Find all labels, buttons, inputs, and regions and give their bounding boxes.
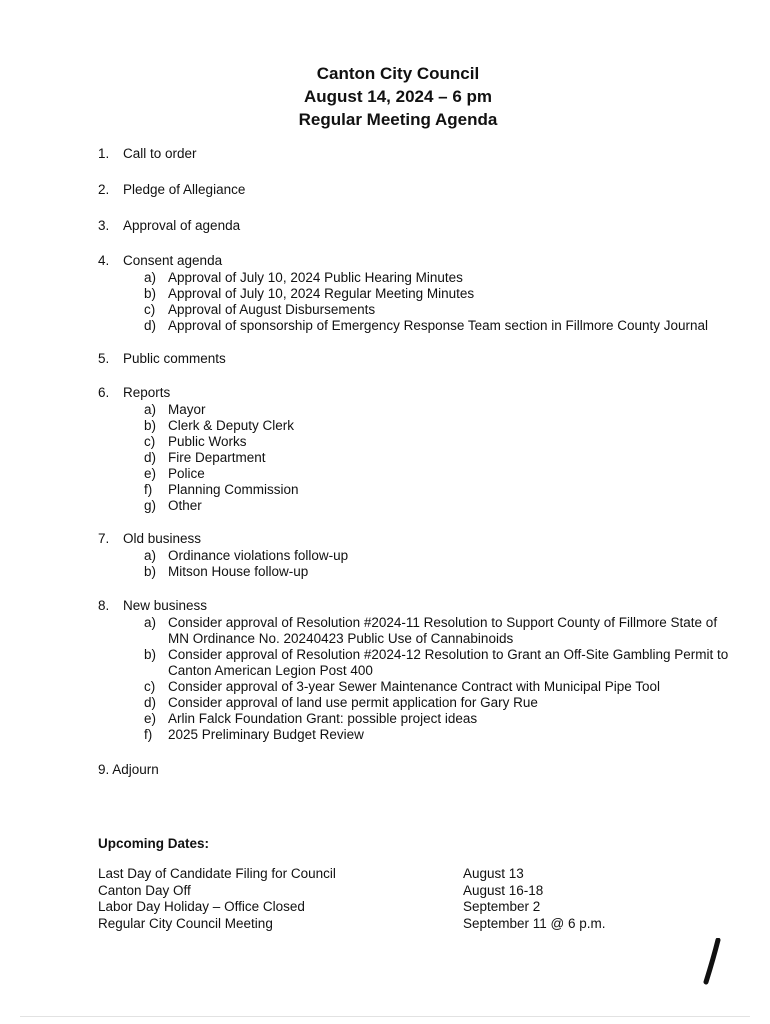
sub-letter: c): [144, 434, 156, 449]
upcoming-event: Regular City Council Meeting: [98, 915, 273, 931]
item-number: 4.: [98, 253, 110, 268]
item-label: Public comments: [123, 351, 226, 366]
sub-text: Approval of July 10, 2024 Regular Meeting Minutes: [168, 286, 475, 301]
sub-letter: d): [144, 695, 157, 710]
sub-item: [144, 564, 738, 580]
sub-text: 2025 Preliminary Budget Review: [168, 727, 364, 742]
sub-letter: c): [144, 302, 156, 317]
agenda-item: [98, 182, 738, 198]
sub-text: Clerk & Deputy Clerk: [168, 418, 295, 433]
sub-letter: g): [144, 498, 157, 513]
sub-item: [144, 727, 738, 743]
sub-letter: a): [144, 270, 157, 285]
sub-item: [144, 434, 738, 450]
item-label: Consent agenda: [123, 253, 223, 268]
item-label: 9. Adjourn: [98, 762, 159, 777]
sub-letter: f): [144, 727, 153, 742]
item-number: 8.: [98, 598, 110, 613]
sub-item: [144, 548, 738, 564]
agenda-item: [98, 146, 738, 162]
upcoming-row: [98, 916, 638, 933]
sub-letter: d): [144, 450, 157, 465]
sub-text: Arlin Falck Foundation Grant: possible project ideas: [168, 711, 478, 726]
sub-letter: b): [144, 647, 157, 662]
sub-text: Approval of August Disbursements: [168, 302, 376, 317]
agenda-item: [98, 385, 738, 514]
upcoming-event: Labor Day Holiday – Office Closed: [98, 899, 305, 914]
item-label: Pledge of Allegiance: [123, 182, 246, 197]
upcoming-date: August 16-18: [463, 882, 544, 898]
sub-text: Public Works: [168, 434, 247, 449]
sub-letter: a): [144, 548, 157, 563]
agenda-item: [98, 598, 738, 743]
sub-item: [144, 615, 738, 647]
sub-item: [144, 695, 738, 711]
sub-letter: b): [144, 418, 157, 433]
item-number: 2.: [98, 182, 110, 197]
item-label: Old business: [123, 531, 202, 546]
sub-item: [144, 418, 738, 434]
sub-text: Consider approval of land use permit application for Gary Rue: [168, 695, 538, 710]
sub-letter: a): [144, 402, 157, 417]
agenda-item: [98, 218, 738, 234]
upcoming-row: [98, 866, 638, 883]
item-number: 5.: [98, 351, 110, 366]
sub-letter: e): [144, 466, 157, 481]
sub-item: [144, 647, 738, 679]
sub-item: [144, 498, 738, 514]
sub-text: Approval of sponsorship of Emergency Response Team section in Fillmore County Journal: [168, 318, 709, 333]
sub-item: [144, 318, 738, 334]
sub-text: Fire Department: [168, 450, 266, 465]
agenda-item: [98, 531, 738, 580]
council-name: Canton City Council: [316, 64, 480, 83]
item-number: 7.: [98, 531, 110, 546]
sub-item: [144, 270, 738, 286]
sub-letter: b): [144, 286, 157, 301]
sub-text: Approval of July 10, 2024 Public Hearing Minutes: [168, 270, 463, 285]
sub-text: Consider approval of Resolution #2024-11 Resolution to Support County of Fillmore State of MN Ordinance No. 20240423 Public Use of Cannabinoids: [168, 615, 718, 646]
item-label: Reports: [123, 385, 171, 400]
sub-letter: a): [144, 615, 157, 630]
item-number: 1.: [98, 146, 110, 161]
upcoming-date: September 11 @ 6 p.m.: [463, 915, 606, 931]
item-number: 6.: [98, 385, 110, 400]
agenda-item: [98, 253, 738, 334]
sub-item: [144, 711, 738, 727]
agenda-title: Regular Meeting Agenda: [298, 110, 498, 129]
upcoming-date: August 13: [463, 866, 524, 881]
sub-letter: d): [144, 318, 157, 333]
sub-item: [144, 679, 738, 695]
sub-text: Police: [168, 466, 205, 481]
sub-letter: b): [144, 564, 157, 579]
upcoming-dates-title: Upcoming Dates:: [98, 836, 210, 851]
upcoming-event: Canton Day Off: [98, 882, 191, 898]
upcoming-row: [98, 883, 638, 900]
sub-item: [144, 482, 738, 498]
agenda-list: [98, 146, 738, 778]
upcoming-dates-list: [98, 866, 638, 932]
sub-text: Mitson House follow-up: [168, 564, 309, 579]
sub-item: [144, 286, 738, 302]
upcoming-event: Last Day of Candidate Filing for Council: [98, 866, 336, 881]
sub-text: Consider approval of Resolution #2024-12 Resolution to Grant an Off-Site Gambling Permit to Canton American Legion Post 400: [168, 647, 729, 678]
handwritten-mark: [700, 938, 724, 986]
sub-text: Consider approval of 3-year Sewer Maintenance Contract with Municipal Pipe Tool: [168, 679, 661, 694]
agenda-item: [98, 762, 738, 778]
sub-text: Other: [168, 498, 202, 513]
item-label: Approval of agenda: [123, 218, 241, 233]
sub-text: Ordinance violations follow-up: [168, 548, 349, 563]
upcoming-row: [98, 899, 638, 916]
sub-item: [144, 402, 738, 418]
sub-letter: c): [144, 679, 156, 694]
sub-text: Mayor: [168, 402, 206, 417]
agenda-header: [0, 62, 770, 131]
sub-item: [144, 466, 738, 482]
meeting-date: August 14, 2024 – 6 pm: [303, 87, 493, 106]
sub-text: Planning Commission: [168, 482, 299, 497]
sub-item: [144, 450, 738, 466]
sub-letter: f): [144, 482, 153, 497]
item-label: Call to order: [123, 146, 197, 161]
sub-item: [144, 302, 738, 318]
item-number: 3.: [98, 218, 110, 233]
item-label: New business: [123, 598, 208, 613]
sub-letter: e): [144, 711, 157, 726]
page-bottom-divider: [20, 1016, 750, 1017]
agenda-item: [98, 351, 738, 367]
upcoming-date: September 2: [463, 899, 541, 914]
